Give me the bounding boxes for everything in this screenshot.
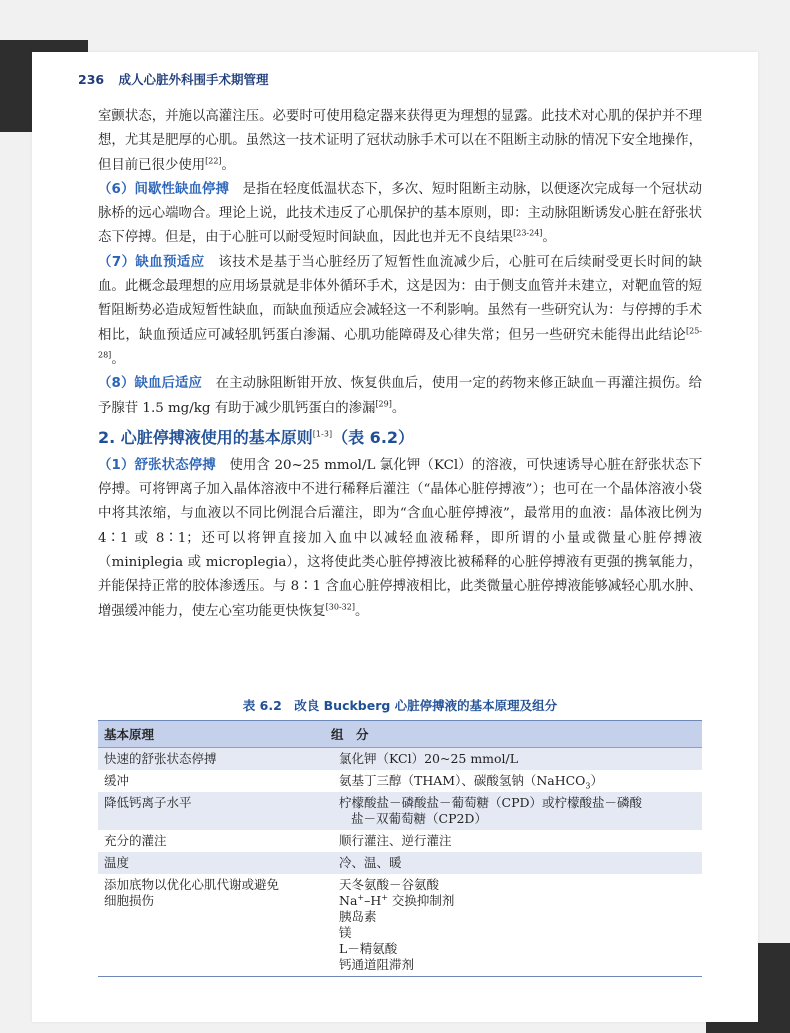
citation: [30-32] bbox=[325, 602, 355, 612]
citation: [25-28] bbox=[98, 326, 702, 360]
section-7-label: （7）缺血预适应 bbox=[98, 254, 205, 270]
subsection-1-text: 使用含 20~25 mmol/L 氯化钾（KCl）的溶液，可快速诱导心脏在舒张状态下停搏。可将钾离子加入晶体溶液中不进行稀释后灌注（“晶体心脏停搏液”）；也可在一个晶体溶液小袋中将其浓缩，与血液以不同比例混合后灌注，即为“含血心脏停搏液”，最常用的血液：晶体液比例为 4∶1 或 8∶1；还可以将钾直接加入血中以减轻血液稀释，即所谓的小量或微量心脏停搏液（miniplegia 或 microplegia），这将使此类心脏停搏液比被稀释的心脏停搏液有更强的携氧能力，并能保持正常的胶体渗透压。与 8∶1 含血心脏停搏液相比，此类微量心脏停搏液能够减轻心肌水肿、增强缓冲能力，使左心室功能更快恢复 bbox=[98, 457, 703, 619]
table-header-principle: 基本原理 bbox=[98, 721, 325, 748]
table-cell bbox=[325, 770, 702, 792]
citation: [22] bbox=[205, 156, 222, 166]
section-7-text: 该技术是基于当心脏经历了短暂性血流减少后，心脏可在后续耐受更长时间的缺血。此概念最理想的应用场景就是非体外循环手术，这是因为：由于侧支血管并未建立，对靶血管的短暂阻断势必造成短暂性缺血，而缺血预适应会减轻这一不利影响。虽然有一些研究认为：与停搏的手术相比，缺血预适应可减轻肌钙蛋白渗漏、心肌功能障碍及心律失常；但另一些研究未能得出此结论 bbox=[98, 254, 703, 343]
section-7 bbox=[98, 251, 702, 372]
superscript: + bbox=[381, 892, 388, 902]
citation: [29] bbox=[375, 399, 392, 409]
punct: 。 bbox=[542, 230, 556, 246]
table-cell: 充分的灌注 bbox=[104, 833, 167, 848]
table-row bbox=[98, 770, 702, 792]
section-heading-text: 2. 心脏停搏液使用的基本原则 bbox=[98, 427, 313, 447]
section-8-label: （8）缺血后适应 bbox=[98, 376, 203, 392]
page-header bbox=[78, 70, 268, 88]
table-row bbox=[98, 852, 702, 874]
paragraph-intro-text: 室颤状态，并施以高灌注压。必要时可使用稳定器来获得更为理想的显露。此技术对心肌的保护并不理想，尤其是肥厚的心肌。虽然这一技术证明了冠状动脉手术可以在不阻断主动脉的情况下安全地操作，但目前已很少使用 bbox=[98, 109, 702, 173]
table-row bbox=[98, 830, 702, 852]
table-row bbox=[98, 748, 702, 771]
cell-line: 盐－双葡萄糖（CP2D） bbox=[351, 811, 487, 826]
punct: 。 bbox=[111, 351, 125, 367]
subsection-1 bbox=[98, 454, 702, 624]
cell-line: 钙通道阻滞剂 bbox=[339, 957, 415, 972]
cell-text: Na bbox=[339, 893, 358, 908]
table-header-components: 组 分 bbox=[325, 721, 702, 748]
cell-text: 交换抑制剂 bbox=[387, 893, 455, 908]
table-cell: 降低钙离子水平 bbox=[98, 792, 325, 830]
cell-line: 镁 bbox=[339, 925, 352, 940]
table-cell: 快速的舒张状态停搏 bbox=[98, 748, 325, 771]
table-cell: 冷、温、暖 bbox=[325, 852, 702, 874]
cell-line: 胰岛素 bbox=[339, 909, 377, 924]
citation: [1-3] bbox=[312, 429, 333, 439]
table-caption: 表 6.2 改良 Buckberg 心脏停搏液的基本原理及组分 bbox=[242, 698, 558, 713]
table-cell: 缓冲 bbox=[104, 773, 130, 788]
section-6 bbox=[98, 178, 702, 251]
section-6-label: （6）间歇性缺血停搏 bbox=[98, 181, 230, 197]
cell-text: ） bbox=[590, 773, 604, 788]
body-text bbox=[98, 105, 702, 624]
table-header-row bbox=[98, 721, 702, 748]
section-8 bbox=[98, 372, 702, 421]
table-cell bbox=[98, 874, 325, 977]
section-6-text: 是指在轻度低温状态下，多次、短时阻断主动脉，以便逐次完成每一个冠状动脉桥的远心端吻合。理论上说，此技术违反了心肌保护的基本原则，即：主动脉阻断诱发心脏在舒张状态下停搏。但是，由于心脏可以耐受短时间缺血，因此也并无不良结果 bbox=[98, 181, 703, 246]
table-row bbox=[98, 874, 702, 977]
table-row bbox=[98, 792, 702, 830]
book-page bbox=[32, 52, 758, 1022]
book-title: 成人心脏外科围手术期管理 bbox=[118, 72, 269, 87]
table-cell bbox=[325, 874, 702, 977]
punct: 。 bbox=[391, 400, 406, 416]
cell-line: 细胞损伤 bbox=[104, 893, 155, 908]
section-heading bbox=[98, 423, 702, 453]
cell-line: 添加底物以优化心肌代谢或避免 bbox=[104, 877, 280, 892]
cardioplegia-table bbox=[98, 720, 702, 977]
punct: 。 bbox=[221, 157, 235, 173]
cell-text: –H bbox=[364, 893, 382, 908]
cell-line: L－精氨酸 bbox=[339, 941, 398, 956]
cell-line bbox=[339, 893, 696, 909]
paragraph-intro bbox=[98, 105, 702, 178]
citation: [23-24] bbox=[513, 229, 543, 239]
superscript: + bbox=[357, 892, 365, 902]
subscript: 3 bbox=[585, 781, 591, 791]
table-cell bbox=[325, 792, 702, 830]
cell-line: 天冬氨酸－谷氨酸 bbox=[339, 877, 440, 892]
subsection-1-label: （1）舒张状态停搏 bbox=[98, 457, 216, 473]
table-cell: 顺行灌注、逆行灌注 bbox=[339, 833, 452, 848]
section-8-text: 在主动脉阻断钳开放、恢复供血后，使用一定的药物来修正缺血－再灌注损伤。给予腺苷 1.5 mg/kg 有助于减少肌钙蛋白的渗漏 bbox=[98, 376, 703, 416]
table-cell: 温度 bbox=[98, 852, 325, 874]
section-heading-tail: （表 6.2） bbox=[332, 427, 415, 447]
cell-text: 氨基丁三醇（THAM）、碳酸氢钠（NaHCO bbox=[339, 773, 586, 788]
table-cell: 氯化钾（KCl）20~25 mmol/L bbox=[325, 748, 702, 771]
cell-line: 柠檬酸盐－磷酸盐－葡萄糖（CPD）或柠檬酸盐－磷酸 bbox=[339, 795, 642, 810]
page-number: 236 bbox=[78, 72, 105, 87]
punct: 。 bbox=[354, 603, 369, 619]
